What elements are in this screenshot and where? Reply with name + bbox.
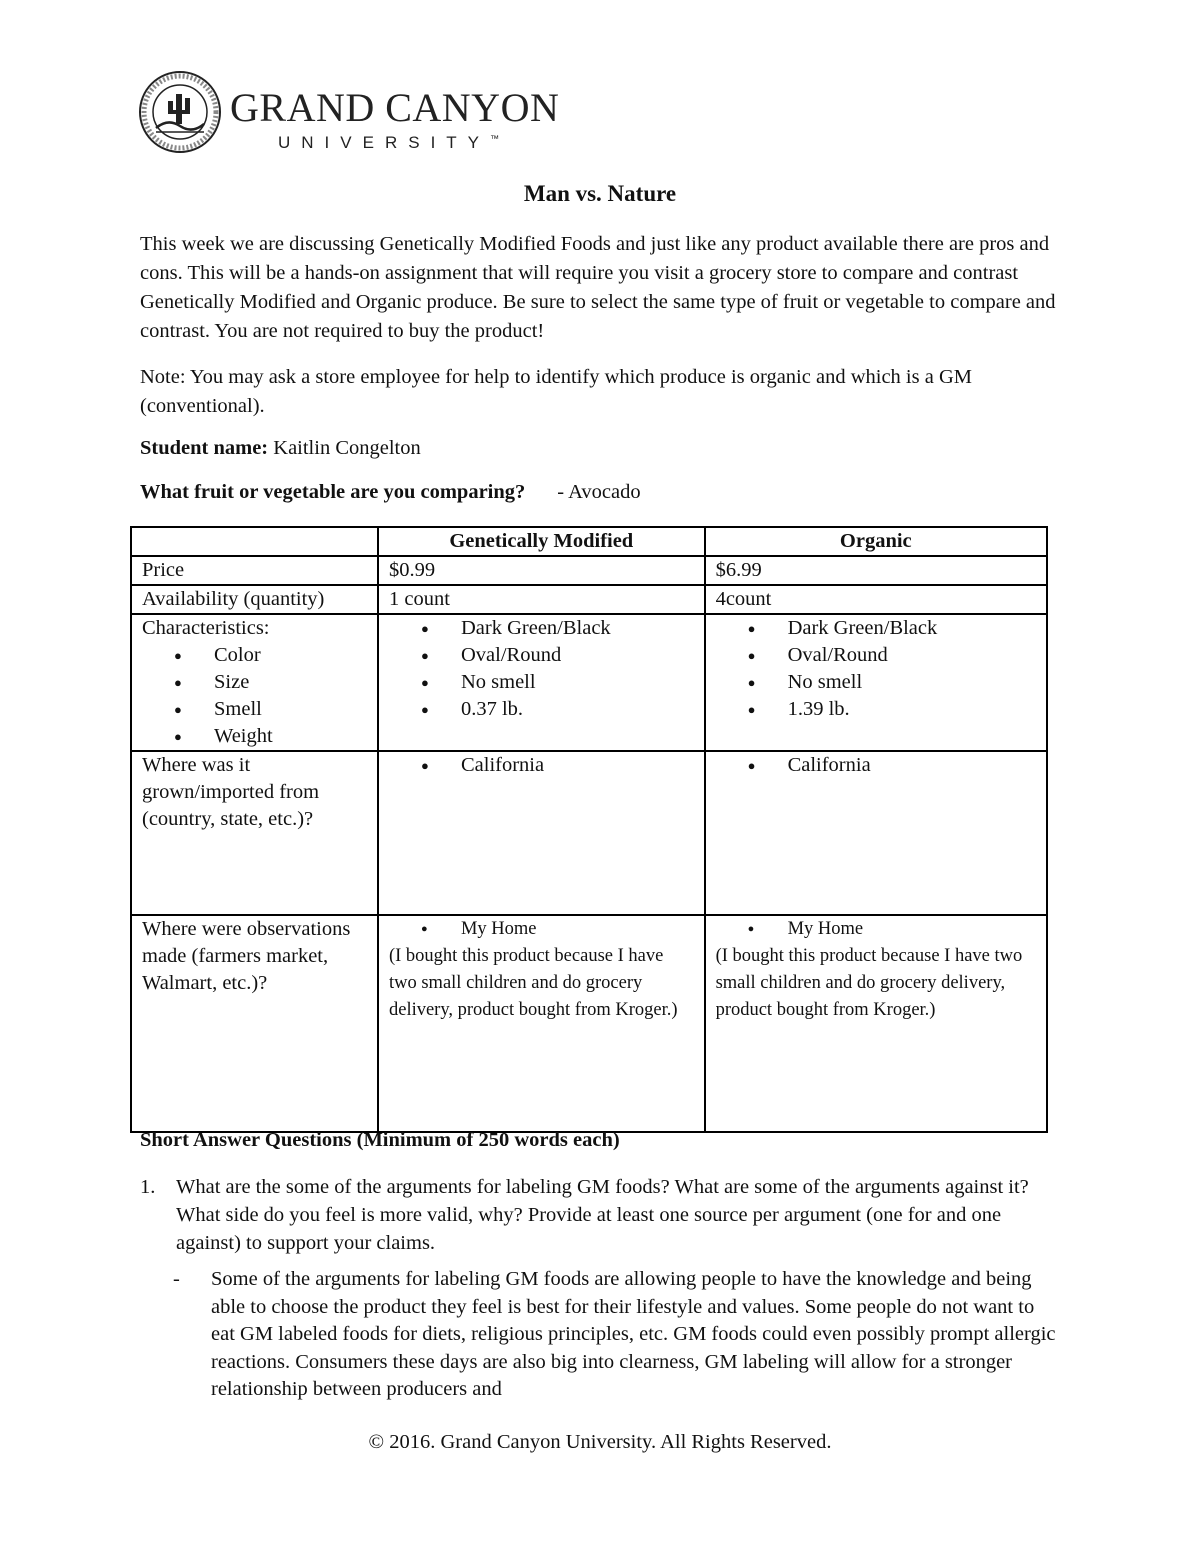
header-blank xyxy=(131,527,378,556)
availability-organic: 4count xyxy=(705,585,1047,614)
list-item: ● Weight xyxy=(142,723,367,750)
table-row-characteristics xyxy=(131,614,1047,751)
grown-organic xyxy=(705,751,1047,915)
characteristics-list xyxy=(142,642,367,750)
list-item: ● My Home xyxy=(389,916,694,943)
list-item: ● Oval/Round xyxy=(389,642,694,669)
table-row-grown xyxy=(131,751,1047,915)
logo-subtitle: UNIVERSITY™ xyxy=(278,133,500,152)
page-title: Man vs. Nature xyxy=(523,181,677,206)
header-gm: Genetically Modified xyxy=(378,527,705,556)
list-item: ● California xyxy=(716,752,1036,779)
list-item: ● Dark Green/Black xyxy=(389,615,694,642)
comparing-value: - Avocado xyxy=(557,481,641,503)
table-row-availability xyxy=(131,585,1047,614)
price-gm: $0.99 xyxy=(378,556,705,585)
note-paragraph: Note: You may ask a store employee for help to identify which produce is organic and which is a GM (conventional). xyxy=(140,366,972,417)
grown-organic-list xyxy=(716,752,1036,779)
grown-label: Where was it grown/imported from (country, state, etc.)? xyxy=(131,751,378,915)
question-1-text: What are the some of the arguments for labeling GM foods? What are some of the arguments against it? What side do you feel is more valid, why? Provide at least one source per argument (one for and one against) to support your claims. xyxy=(176,1176,1029,1254)
table-header-row xyxy=(131,527,1047,556)
question-1 xyxy=(140,1173,1070,1257)
copyright-footer: © 2016. Grand Canyon University. All Rights Reserved. xyxy=(368,1431,832,1453)
observed-organic-note: (I bought this product because I have two small children and do grocery delivery, product bought from Kroger.) xyxy=(715,946,1023,1020)
answer-1-dash: - xyxy=(173,1268,180,1290)
grown-gm xyxy=(378,751,705,915)
list-item: ● My Home xyxy=(716,916,1036,943)
answer-1-text: Some of the arguments for labeling GM foods are allowing people to have the knowledge and being able to choose the product they feel is best for their lifestyle and values. Some people do not want to eat GM labeled foods for diets, religious principles, etc. GM foods could even possibly prompt allergic reactions. Consumers these days are also big into clearness, GM labeling will allow for a stronger relationship between producers and xyxy=(211,1268,1056,1400)
characteristics-label: Characteristics: xyxy=(142,617,270,639)
observed-gm-list xyxy=(389,916,694,943)
answer-1 xyxy=(173,1266,1063,1404)
table-row-observed xyxy=(131,915,1047,1132)
characteristics-gm-list xyxy=(389,615,694,723)
price-label: Price xyxy=(131,556,378,585)
characteristics-organic-list xyxy=(716,615,1036,723)
list-item: ● No smell xyxy=(716,669,1036,696)
short-answer-heading: Short Answer Questions (Minimum of 250 words each) xyxy=(140,1129,620,1151)
list-item: ● 0.37 lb. xyxy=(389,696,694,723)
logo-wordmark: GRAND CANYON xyxy=(230,85,560,130)
student-name-line xyxy=(140,437,421,460)
grown-gm-list xyxy=(389,752,694,779)
observed-gm-note: (I bought this product because I have two small children and do grocery delivery, product bought from Kroger.) xyxy=(388,946,678,1020)
header-organic: Organic xyxy=(705,527,1047,556)
question-1-number: 1. xyxy=(140,1176,156,1198)
characteristics-organic xyxy=(705,614,1047,751)
comparing-line xyxy=(140,481,641,504)
observed-label: Where were observations made (farmers market, Walmart, etc.)? xyxy=(131,915,378,1132)
list-item: ● Smell xyxy=(142,696,367,723)
gcu-logo xyxy=(138,70,560,160)
list-item: ● California xyxy=(389,752,694,779)
student-name-value: Kaitlin Congelton xyxy=(273,437,421,459)
student-name-label: Student name: xyxy=(140,437,269,459)
list-item: ● Oval/Round xyxy=(716,642,1036,669)
gcu-seal-icon xyxy=(138,70,222,154)
availability-gm: 1 count xyxy=(378,585,705,614)
table-row-price xyxy=(131,556,1047,585)
list-item: ● Size xyxy=(142,669,367,696)
observed-gm xyxy=(378,915,705,1132)
price-organic: $6.99 xyxy=(705,556,1047,585)
availability-label: Availability (quantity) xyxy=(131,585,378,614)
trademark-symbol: ™ xyxy=(490,133,500,144)
comparing-label: What fruit or vegetable are you comparing? xyxy=(140,481,526,503)
observed-organic-list xyxy=(716,916,1036,943)
characteristics-label-cell xyxy=(131,614,378,751)
list-item: ● Color xyxy=(142,642,367,669)
list-item: ● Dark Green/Black xyxy=(716,615,1036,642)
intro-paragraph: This week we are discussing Genetically Modified Foods and just like any product available there are pros and cons. This will be a hands-on assignment that will require you visit a grocery store to compare and contrast Genetically Modified and Organic produce. Be sure to select the same type of fruit or vegetable to compare and contrast. You are not required to buy the product! xyxy=(140,233,1056,342)
comparison-table xyxy=(130,526,1048,1133)
list-item: ● 1.39 lb. xyxy=(716,696,1036,723)
characteristics-gm xyxy=(378,614,705,751)
list-item: ● No smell xyxy=(389,669,694,696)
observed-organic xyxy=(705,915,1047,1132)
